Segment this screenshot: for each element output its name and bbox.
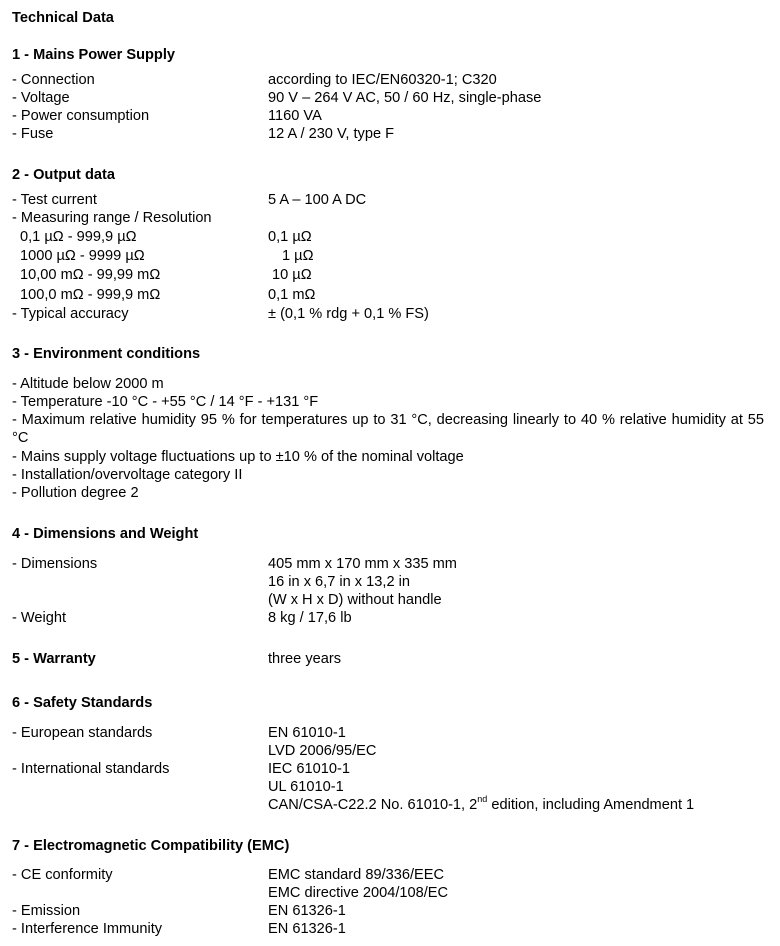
env-installation-category: - Installation/overvoltage category II [12,467,243,483]
row-label-power: - Power consumption [12,108,150,124]
env-pollution-degree: - Pollution degree 2 [12,485,139,501]
eu-standard-2: LVD 2006/95/EC [268,743,377,759]
section-heading-emc: 7 - Electromagnetic Compatibility (EMC) [12,838,290,854]
dimensions-mm: 405 mm x 170 mm x 335 mm [268,556,457,572]
section-heading-mains-power: 1 - Mains Power Supply [12,47,175,63]
range-2: 1000 µΩ - 9999 µΩ [20,248,145,264]
row-label-accuracy: - Typical accuracy [12,306,129,322]
row-value-weight: 8 kg / 17,6 lb [268,610,352,626]
intl-standard-2: UL 61010-1 [268,779,344,795]
env-altitude: - Altitude below 2000 m [12,376,164,392]
range-3: 10,00 mΩ - 99,99 mΩ [20,267,161,283]
intl-standard-csa [268,796,694,814]
resolution-2: 1 µΩ [282,248,314,264]
intl-standard-1: IEC 61010-1 [268,761,350,777]
section-heading-warranty: 5 - Warranty [12,651,96,667]
env-humidity: - Maximum relative humidity 95 % for temperatures up to 31 °C, decreasing linearly to 40 % relative humidity at 55 °C [12,412,764,446]
row-label-measuring-range: - Measuring range / Resolution [12,210,212,226]
row-label-connection: - Connection [12,72,95,88]
section-heading-dimensions: 4 - Dimensions and Weight [12,526,199,542]
csa-superscript: nd [477,794,488,805]
row-label-fuse: - Fuse [12,126,54,142]
eu-standard-1: EN 61010-1 [268,725,346,741]
row-label-ce-conformity: - CE conformity [12,867,113,883]
section-heading-environment: 3 - Environment conditions [12,346,201,362]
env-temperature: - Temperature -10 °C - +55 °C / 14 °F - +131 °F [12,394,319,410]
row-label-test-current: - Test current [12,192,97,208]
page-title: Technical Data [12,10,114,26]
section-heading-output: 2 - Output data [12,167,115,183]
row-value-accuracy: ± (0,1 % rdg + 0,1 % FS) [268,306,429,322]
resolution-4: 0,1 mΩ [268,287,316,303]
row-value-emission: EN 61326-1 [268,903,346,919]
range-4: 100,0 mΩ - 999,9 mΩ [20,287,161,303]
dimensions-in: 16 in x 6,7 in x 13,2 in [268,574,410,590]
row-label-weight: - Weight [12,610,67,626]
row-value-immunity: EN 61326-1 [268,921,346,937]
env-voltage-fluctuations: - Mains supply voltage fluctuations up to ±10 % of the nominal voltage [12,449,464,465]
row-value-power: 1160 VA [268,108,322,124]
dimensions-note: (W x H x D) without handle [268,592,442,608]
ce-value-2: EMC directive 2004/108/EC [268,885,449,901]
row-value-connection: according to IEC/EN60320-1; C320 [268,72,497,88]
row-value-fuse: 12 A / 230 V, type F [268,126,395,142]
row-label-international-standards: - International standards [12,761,170,777]
resolution-3: 10 µΩ [272,267,312,283]
section-heading-safety: 6 - Safety Standards [12,695,153,711]
row-value-test-current: 5 A – 100 A DC [268,192,367,208]
row-label-voltage: - Voltage [12,90,70,106]
csa-text-pre: CAN/CSA-C22.2 No. 61010-1, 2 [268,797,478,813]
ce-value-1: EMC standard 89/336/EEC [268,867,445,883]
row-value-voltage: 90 V – 264 V AC, 50 / 60 Hz, single-phase [268,90,542,106]
row-label-emission: - Emission [12,903,81,919]
row-label-dimensions: - Dimensions [12,556,98,572]
range-1: 0,1 µΩ - 999,9 µΩ [20,229,137,245]
row-label-european-standards: - European standards [12,725,153,741]
warranty-value: three years [268,651,342,667]
resolution-1: 0,1 µΩ [268,229,312,245]
csa-text-post: edition, including Amendment 1 [487,797,695,813]
row-label-immunity: - Interference Immunity [12,921,163,937]
